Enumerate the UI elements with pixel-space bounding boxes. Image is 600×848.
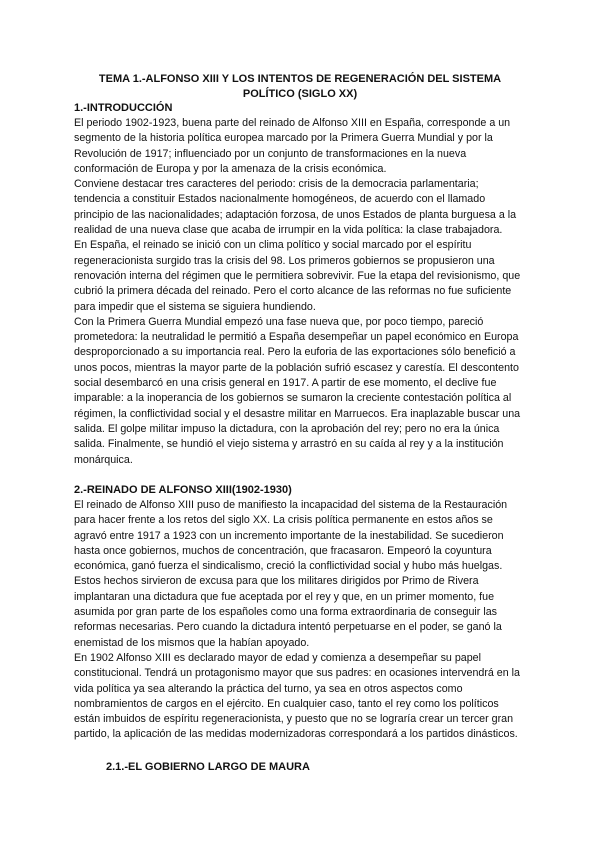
paragraph: Conviene destacar tres caracteres del periodo: crisis de la democracia parlamentaria; tendencia a constituir Estados nacionalmente homogéneos, de acuerdo con el llamado principio de las nacionalidades; adaptación forzosa, de unos Estados de planta burguesa a la realidad de una nueva clase que acaba de irrumpir en la vida política: la clase trabajadora. [74,178,517,237]
section-heading-introduccion: 1.-INTRODUCCIÓN [74,102,173,114]
paragraph: Con la Primera Guerra Mundial empezó una fase nueva que, por poco tiempo, pareció prometedora: la neutralidad le permitió a España desempeñar un papel económico en Europa desproporcionado a su importancia real. Pero la euforia de las exportaciones sólo benefició a unos pocos, mientras la mayor parte de la población sufrió escasez y carestía. El descontento social desembarcó en una crisis general en 1917. A partir de ese momento, el declive fue imparable: a la inoperancia de los gobiernos se sumaron la creciente contestación política al régimen, la conflictividad social y el desastre militar en Marruecos. Era inaplazable buscar una salida. El golpe militar impuso la dictadura, con la aprobación del rey; pero no era la única salida. Finalmente, se hundió el viejo sistema y arrastró en su caída al rey y a la institución monárquica. [74,315,521,466]
paragraph: El periodo 1902-1923, buena parte del reinado de Alfonso XIII en España, corresponde a un segmento de la historia política europea marcado por la Primera Guerra Mundial y por la Revolución de 1917; influenciado por un conjunto de transformaciones en la nueva conformación de Europa y por la amenaza de la crisis económica. [74,117,511,175]
section-body-reinado [74,498,526,743]
section-heading-reinado: 2.-REINADO DE ALFONSO XIII(1902-1930) [74,484,292,496]
paragraph: En 1902 Alfonso XIII es declarado mayor de edad y comienza a desempeñar su papel constitucional. Tendrá un protagonismo mayor que sus padres: en ocasiones intervendrá en la vida política ya sea alterando la práctica del turno, ya sea en otros aspectos como nombramientos de cargos en el ejército. En cualquier caso, tanto el rey como los políticos están imbuidos de espíritu regeneracionista, y puesto que no se lograría crear un tercer gran partido, la aplicación de las medidas modernizadoras correspondará a los partidos dinásticos. [74,651,520,741]
paragraph: El reinado de Alfonso XIII puso de manifiesto la incapacidad del sistema de la Restauración para hacer frente a los retos del siglo XX. La crisis política permanente en estos años se agravó entre 1917 a 1923 con un incremento importante de la inestabilidad. Se sucedieron hasta once gobiernos, muchos de concentración, que fracasaron. Empeoró la coyuntura económica, ganó fuerza el sindicalismo, creció la conflictividad social y hubo más huelgas. Estos hechos sirvieron de excusa para que los militares dirigidos por Primo de Rivera implantaran una dictadura que fue aceptada por el rey y que, en un primer momento, fue asumida por gran parte de los españoles como una forma extraordinaria de conseguir las reformas necesarias. Pero cuando la dictadura intentó perpetuarse en el poder, se ganó la enemistad de los mismos que la habían apoyado. [74,499,508,649]
paragraph: En España, el reinado se inició con un clima político y social marcado por el espíritu regeneracionista surgido tras la crisis del 98. Los primeros gobiernos se propusieron una renovación interna del régimen que le permitiera sobrevivir. Fue la etapa del revisionismo, que cubrió la primera década del reinado. Pero el corto alcance de las reformas no fue suficiente para impedir que el sistema se siguiera hundiendo. [74,239,521,313]
section-body-introduccion [74,116,526,468]
document-title: TEMA 1.-ALFONSO XIII Y LOS INTENTOS DE REGENERACIÓN DEL SISTEMA POLÍTICO (SIGLO XX) [98,73,502,100]
subsection-heading-gobierno-maura: 2.1.-EL GOBIERNO LARGO DE MAURA [106,761,310,773]
